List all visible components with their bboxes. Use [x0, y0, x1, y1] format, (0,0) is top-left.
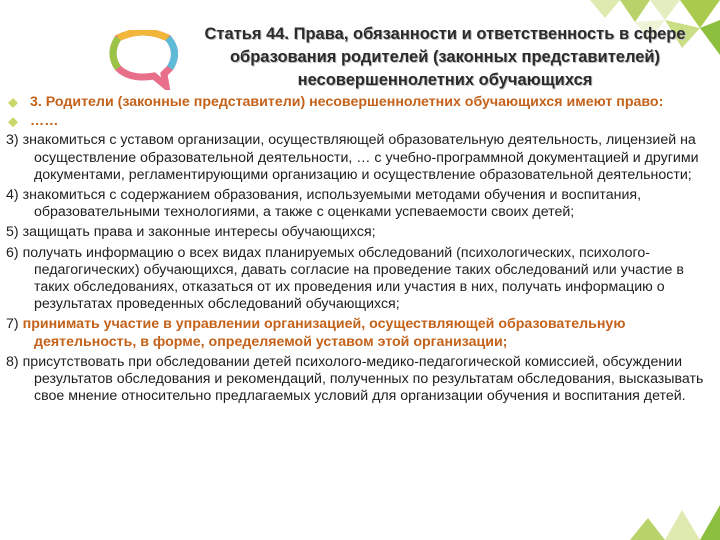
- item-number: 4): [6, 187, 19, 204]
- item-text: знакомиться с содержанием образования, используемыми методами обучения и воспитания, образовательными технологиями, а также с оценками успеваемости своих детей;: [22, 187, 642, 221]
- list-item: [6, 187, 708, 221]
- list-item: [6, 132, 708, 184]
- decorative-triangles-bottom: [610, 480, 720, 540]
- item-text: знакомиться с уставом организации, осуществляющей образовательную деятельность, лицензией на осуществление образовательной деятельности, … с учебно-программной документацией и другими документами, регламентирующими организацию и осуществление образовательной деятельности;: [22, 132, 699, 183]
- item-number: 3): [6, 132, 19, 149]
- bullet-text: 3. Родители (законные представители) несовершеннолетних обучающихся имеют право:: [30, 94, 664, 110]
- speech-bubble-logo: [108, 30, 178, 90]
- diamond-bullet-icon: [8, 98, 18, 108]
- item-number: 7): [6, 316, 19, 333]
- bullet-item: [6, 113, 708, 130]
- item-text: присутствовать при обследовании детей психолого-медико-педагогической комиссией, обсуждении результатов обследования и рекомендаций, полученных по результатам обследования, высказывать свое мнение относительно предлагаемых условий для организации обучения и воспитания детей.: [22, 353, 704, 405]
- list-item: [6, 245, 708, 314]
- item-text: принимать участие в управлении организацией, осуществляющей образовательную деятельность, в форме, определяемой уставом этой организации;: [22, 316, 626, 350]
- bullet-text: ……: [30, 113, 59, 130]
- list-item: [6, 224, 708, 241]
- item-number: 8): [6, 353, 19, 370]
- item-text: защищать права и законные интересы обучающихся;: [22, 224, 376, 241]
- list-item: [6, 316, 708, 350]
- list-item: [6, 354, 708, 406]
- slide-title: Статья 44. Права, обязанности и ответственность в сфере образования родителей (законных представителей) несовершеннолетних обучающихся: [204, 25, 686, 89]
- slide-content: [6, 94, 708, 408]
- bullet-item: [6, 94, 708, 111]
- item-text: получать информацию о всех видах планируемых обследований (психологических, психолого-педагогических) обучающихся, давать согласие на проведение таких обследований или участие в таких обследованиях, отказаться от их проведения или участия в них, получать информацию о результатах проведенных обследований обучающихся;: [22, 244, 684, 313]
- item-number: 6): [6, 244, 19, 261]
- diamond-bullet-icon: [8, 117, 18, 127]
- item-number: 5): [6, 224, 19, 241]
